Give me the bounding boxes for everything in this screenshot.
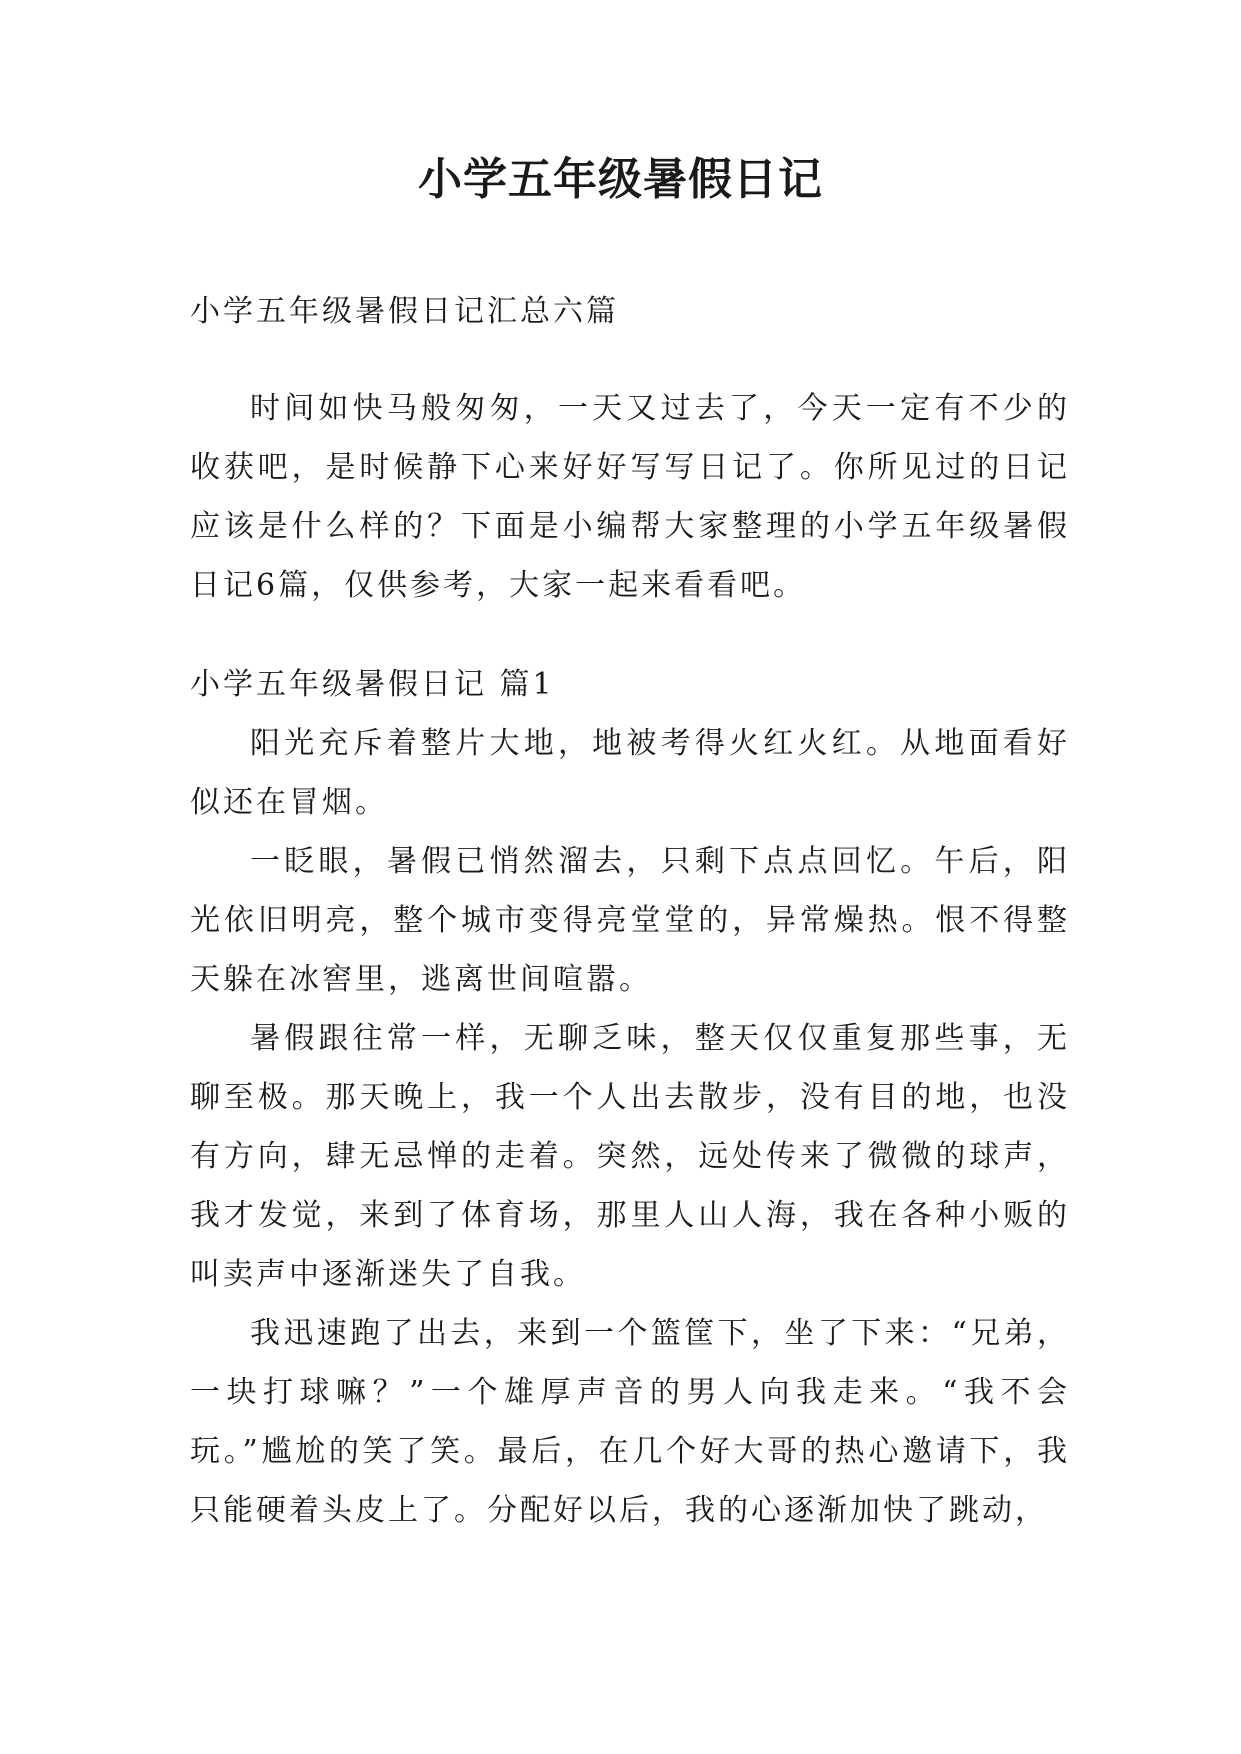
section-heading: 小学五年级暑假日记 篇1 [190,667,555,702]
body-paragraph: 阳光充斥着整片大地，地被考得火红火红。从地面看好似还在冒烟。 [190,726,1070,820]
document-body [190,282,1070,1540]
body-paragraph: 我迅速跑了出去，来到一个篮筐下，坐了下来：“兄弟，一块打球嘛？”一个雄厚声音的男人向我走来。“我不会玩。”尴尬的笑了笑。最后，在几个好大哥的热心邀请下，我只能硬着头皮上了。分配好以后，我的心逐渐加快了跳动， [190,1316,1070,1528]
intro-paragraph: 时间如快马般匆匆，一天又过去了，今天一定有不少的收获吧，是时候静下心来好好写写日记了。你所见过的日记应该是什么样的？下面是小编帮大家整理的小学五年级暑假日记6篇，仅供参考，大家一起来看看吧。 [190,391,1070,603]
body-paragraph: 一眨眼，暑假已悄然溜去，只剩下点点回忆。午后，阳光依旧明亮，整个城市变得亮堂堂的，异常燥热。恨不得整天躲在冰窖里，逃离世间喧嚣。 [190,844,1070,997]
document-title: 小学五年级暑假日记 [418,154,823,205]
document-subtitle: 小学五年级暑假日记汇总六篇 [190,294,619,329]
body-paragraph: 暑假跟往常一样，无聊乏味，整天仅仅重复那些事，无聊至极。那天晚上，我一个人出去散步，没有目的地，也没有方向，肆无忌惮的走着。突然，远处传来了微微的球声，我才发觉，来到了体育场，那里人山人海，我在各种小贩的叫卖声中逐渐迷失了自我。 [190,1021,1070,1292]
